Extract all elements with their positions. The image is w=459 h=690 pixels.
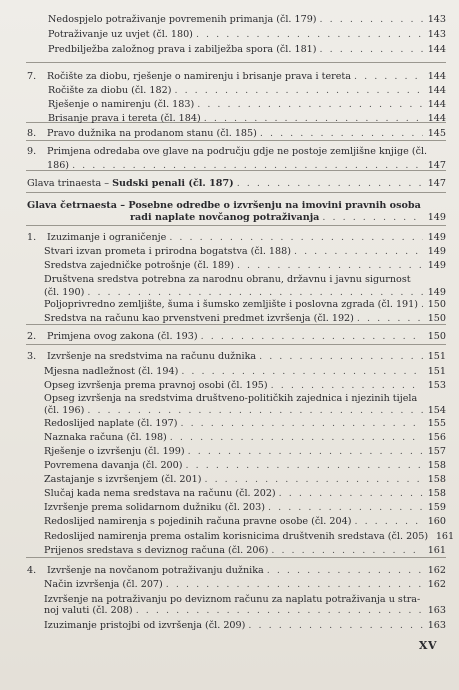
toc-entry-title: Primjena odredaba ove glave na području gdje ne postoje zemljišne knjige (čl. xyxy=(47,146,428,157)
toc-entry-title: Ročište za diobu, rješenje o namirenju i brisanje prava i tereta xyxy=(47,71,351,82)
toc-entry[interactable] xyxy=(48,85,446,96)
toc-entry[interactable] xyxy=(44,380,446,391)
toc-page-number: 144 xyxy=(427,71,446,82)
toc-entry-title: Predbilježba založnog prava i zabilježba spora (čl. 181) xyxy=(48,44,317,55)
toc-entry[interactable] xyxy=(44,366,446,377)
toc-entry[interactable] xyxy=(44,474,446,485)
toc-entry[interactable] xyxy=(44,274,446,285)
toc-page-number: 155 xyxy=(427,418,446,429)
toc-entry-number: 1. xyxy=(27,232,37,243)
toc-page-number: 158 xyxy=(427,474,446,485)
dot-leader xyxy=(186,460,423,471)
toc-entry-title: Glava četrnaesta – Posebne odredbe o izvršenju na imovini pravnih osoba xyxy=(27,200,421,211)
toc-entry[interactable] xyxy=(44,594,446,605)
section-divider xyxy=(26,140,446,141)
toc-page-number: 153 xyxy=(427,380,446,391)
toc-entry[interactable] xyxy=(27,232,446,243)
toc-entry-continuation xyxy=(47,160,446,171)
toc-entry-title: Redoslijed namirenja prema ostalim korisnicima društvenih sredstava (čl. 205) xyxy=(44,531,429,542)
toc-entry-title: Stvari izvan prometa i prirodna bogatstva (čl. 188) xyxy=(44,246,291,257)
toc-entry[interactable] xyxy=(27,128,446,139)
toc-entry[interactable] xyxy=(44,418,446,429)
dot-leader xyxy=(259,351,423,362)
dot-leader xyxy=(248,620,423,631)
dot-leader xyxy=(357,313,423,324)
toc-entry[interactable] xyxy=(44,432,446,443)
toc-entry-title: Slučaj kada nema sredstava na računu (čl. 202) xyxy=(44,488,276,499)
toc-entry[interactable] xyxy=(44,246,446,257)
dot-leader xyxy=(322,212,423,223)
toc-page-number: 162 xyxy=(427,579,446,590)
toc-entry-title: Rješenje o izvršenju (čl. 199) xyxy=(44,446,185,457)
dot-leader xyxy=(204,474,423,485)
toc-entry-number: 9. xyxy=(27,146,37,157)
toc-entry-title: Primjena ovog zakona (čl. 193) xyxy=(47,331,198,342)
dot-leader xyxy=(421,299,423,310)
toc-entry-title: Opseg izvršenja na sredstvima društveno-političkih zajednica i njezinih tijela xyxy=(44,393,418,404)
toc-entry[interactable] xyxy=(27,178,446,189)
toc-page-number: 157 xyxy=(427,446,446,457)
toc-entry[interactable] xyxy=(44,516,446,527)
toc-entry[interactable] xyxy=(27,200,446,211)
toc-entry-title: Poljoprivredno zemljište, šuma i šumsko zemljište i poslovna zgrada (čl. 191) xyxy=(44,299,418,310)
toc-page-number: 149 xyxy=(427,287,446,298)
dot-leader xyxy=(354,516,423,527)
toc-entry-title: Povremena davanja (čl. 200) xyxy=(44,460,183,471)
toc-page-number: 150 xyxy=(427,313,446,324)
dot-leader xyxy=(267,565,423,576)
toc-entry-title: Pravo dužnika na prodanom stanu (čl. 185) xyxy=(47,128,257,139)
dot-leader xyxy=(87,287,423,298)
toc-page-number: 150 xyxy=(427,331,446,342)
dot-leader xyxy=(271,380,423,391)
toc-entry[interactable] xyxy=(48,29,446,40)
toc-page-number: 159 xyxy=(427,502,446,513)
dot-leader xyxy=(320,44,423,55)
toc-entry-title: Redoslijed namirenja s pojedinih računa pravne osobe (čl. 204) xyxy=(44,516,352,527)
toc-entry-title: Rješenje o namirenju (čl. 183) xyxy=(48,99,195,110)
toc-entry-title: Mjesna nadležnost (čl. 194) xyxy=(44,366,179,377)
toc-entry[interactable] xyxy=(27,71,446,82)
toc-entry-continuation xyxy=(130,212,446,223)
toc-page-number: 144 xyxy=(427,85,446,96)
dot-leader xyxy=(197,99,423,110)
dot-leader xyxy=(181,366,423,377)
toc-page-number: 147 xyxy=(427,160,446,171)
dot-leader xyxy=(279,488,423,499)
dot-leader xyxy=(268,502,423,513)
toc-entry-continuation xyxy=(44,405,446,416)
dot-leader xyxy=(354,71,423,82)
toc-entry[interactable] xyxy=(44,260,446,271)
dot-leader xyxy=(237,260,423,271)
toc-entry-title: Naznaka računa (čl. 198) xyxy=(44,432,167,443)
dot-leader xyxy=(271,545,423,556)
toc-entry-number: 7. xyxy=(27,71,37,82)
toc-page-number: 161 xyxy=(435,531,455,542)
toc-page-number: 149 xyxy=(427,232,446,243)
toc-page-number: 158 xyxy=(427,488,446,499)
toc-entry-title: Izuzimanje pristojbi od izvršenja (čl. 209) xyxy=(44,620,246,631)
toc-page-number: 161 xyxy=(427,545,446,556)
toc-entry-title-line2: (čl. 196) xyxy=(44,405,85,416)
dot-leader xyxy=(294,246,423,257)
toc-page-number: 149 xyxy=(427,260,446,271)
toc-entry[interactable] xyxy=(44,460,446,471)
toc-page-number: 154 xyxy=(427,405,446,416)
toc-entry[interactable] xyxy=(44,502,446,513)
toc-entry-number: 8. xyxy=(27,128,37,139)
toc-entry-title: Izvršenje na novčanom potraživanju dužnika xyxy=(47,565,264,576)
toc-entry[interactable] xyxy=(44,313,446,324)
toc-page-number: 156 xyxy=(427,432,446,443)
section-divider xyxy=(26,344,446,345)
toc-entry-number: 3. xyxy=(27,351,37,362)
toc-entry-title: Sredstva na računu kao prvenstveni predmet izvršenja (čl. 192) xyxy=(44,313,354,324)
dot-leader xyxy=(170,432,423,443)
toc-page-number: 151 xyxy=(427,351,446,362)
toc-entry-number: 4. xyxy=(27,565,37,576)
toc-entry[interactable] xyxy=(44,531,455,542)
toc-entry[interactable] xyxy=(48,99,446,110)
toc-entry-number: 2. xyxy=(27,331,37,342)
dot-leader xyxy=(180,418,423,429)
toc-entry-title: Ročište za diobu (čl. 182) xyxy=(48,85,172,96)
toc-entry-continuation xyxy=(44,605,446,616)
dot-leader xyxy=(136,605,423,616)
toc-entry-title: Brisanje prava i tereta (čl. 184) xyxy=(48,113,201,124)
toc-page-number: 145 xyxy=(427,128,446,139)
section-divider xyxy=(26,225,446,226)
toc-entry-title: Izvršenje na sredstvima na računu dužnika xyxy=(47,351,257,362)
toc-entry-title: Redoslijed naplate (čl. 197) xyxy=(44,418,178,429)
toc-entry-title: Izuzimanje i ograničenje xyxy=(47,232,167,243)
toc-entry[interactable] xyxy=(44,488,446,499)
section-divider xyxy=(26,324,446,325)
dot-leader xyxy=(174,85,423,96)
toc-entry[interactable] xyxy=(44,299,446,310)
toc-page-number: 143 xyxy=(427,14,446,25)
toc-page-number: 144 xyxy=(427,113,446,124)
section-divider xyxy=(26,192,446,193)
toc-entry-title-line2: 186) xyxy=(47,160,70,171)
toc-page-number: 163 xyxy=(427,605,446,616)
toc-entry[interactable] xyxy=(48,113,446,124)
dot-leader xyxy=(87,405,423,416)
toc-entry-title: Prijenos sredstava s deviznog računa (čl. 206) xyxy=(44,545,269,556)
dot-leader xyxy=(188,446,423,457)
toc-entry-title-line2: (čl. 190) xyxy=(44,287,85,298)
toc-page-number: 162 xyxy=(427,565,446,576)
toc-page-number: 151 xyxy=(427,366,446,377)
toc-entry[interactable] xyxy=(27,565,446,576)
toc-entry-title: Zastajanje s izvršenjem (čl. 201) xyxy=(44,474,202,485)
toc-entry[interactable] xyxy=(27,351,446,362)
toc-entry-title: Potraživanje uz uvjet (čl. 180) xyxy=(48,29,193,40)
toc-page-number: 158 xyxy=(427,460,446,471)
toc-entry-title: Glava trinaesta – Sudski penali (čl. 187) xyxy=(27,178,234,189)
dot-leader xyxy=(320,14,423,25)
toc-page-number: 149 xyxy=(427,212,446,223)
dot-leader xyxy=(260,128,423,139)
toc-entry-continuation xyxy=(44,287,446,298)
toc-entry-title: Nedospjelo potraživanje povremenih primanja (čl. 179) xyxy=(48,14,317,25)
toc-entry[interactable] xyxy=(48,44,446,55)
dot-leader xyxy=(166,579,423,590)
toc-entry-title-line2: radi naplate novčanog potraživanja xyxy=(130,212,320,223)
toc-entry[interactable] xyxy=(44,545,446,556)
toc-entry-title: Način izvršenja (čl. 207) xyxy=(44,579,163,590)
toc-page-number: 147 xyxy=(427,178,446,189)
toc-page-number: 143 xyxy=(427,29,446,40)
section-divider xyxy=(26,557,446,558)
dot-leader xyxy=(237,178,423,189)
section-divider xyxy=(26,62,446,63)
toc-entry[interactable] xyxy=(44,620,446,631)
toc-entry[interactable] xyxy=(27,146,446,157)
toc-entry-title: Izvršenje na potraživanju po deviznom računu za naplatu potraživanja u stra- xyxy=(44,594,421,605)
dot-leader xyxy=(169,232,423,243)
toc-entry-title-line2: noj valuti (čl. 208) xyxy=(44,605,133,616)
dot-leader xyxy=(204,113,423,124)
toc-entry[interactable] xyxy=(44,579,446,590)
toc-entry-title: Izvršenje prema solidarnom dužniku (čl. 203) xyxy=(44,502,265,513)
toc-entry[interactable] xyxy=(44,393,446,404)
toc-entry-title: Opseg izvršenja prema pravnoj osobi (čl. 195) xyxy=(44,380,268,391)
toc-page-number: 149 xyxy=(427,246,446,257)
dot-leader xyxy=(196,29,423,40)
toc-entry[interactable] xyxy=(44,446,446,457)
toc-entry[interactable] xyxy=(48,14,446,25)
page-number-folio: XV xyxy=(418,639,437,652)
toc-entry[interactable] xyxy=(27,331,446,342)
dot-leader xyxy=(72,160,423,171)
toc-page-number: 144 xyxy=(427,44,446,55)
dot-leader xyxy=(201,331,423,342)
toc-page-number: 144 xyxy=(427,99,446,110)
toc-entry-title: Društvena sredstva potrebna za narodnu obranu, državnu i javnu sigurnost xyxy=(44,274,411,285)
toc-entry-title: Sredstva zajedničke potrošnje (čl. 189) xyxy=(44,260,234,271)
toc-page-number: 150 xyxy=(427,299,446,310)
toc-page-number: 163 xyxy=(427,620,446,631)
toc-page-number: 160 xyxy=(427,516,446,527)
